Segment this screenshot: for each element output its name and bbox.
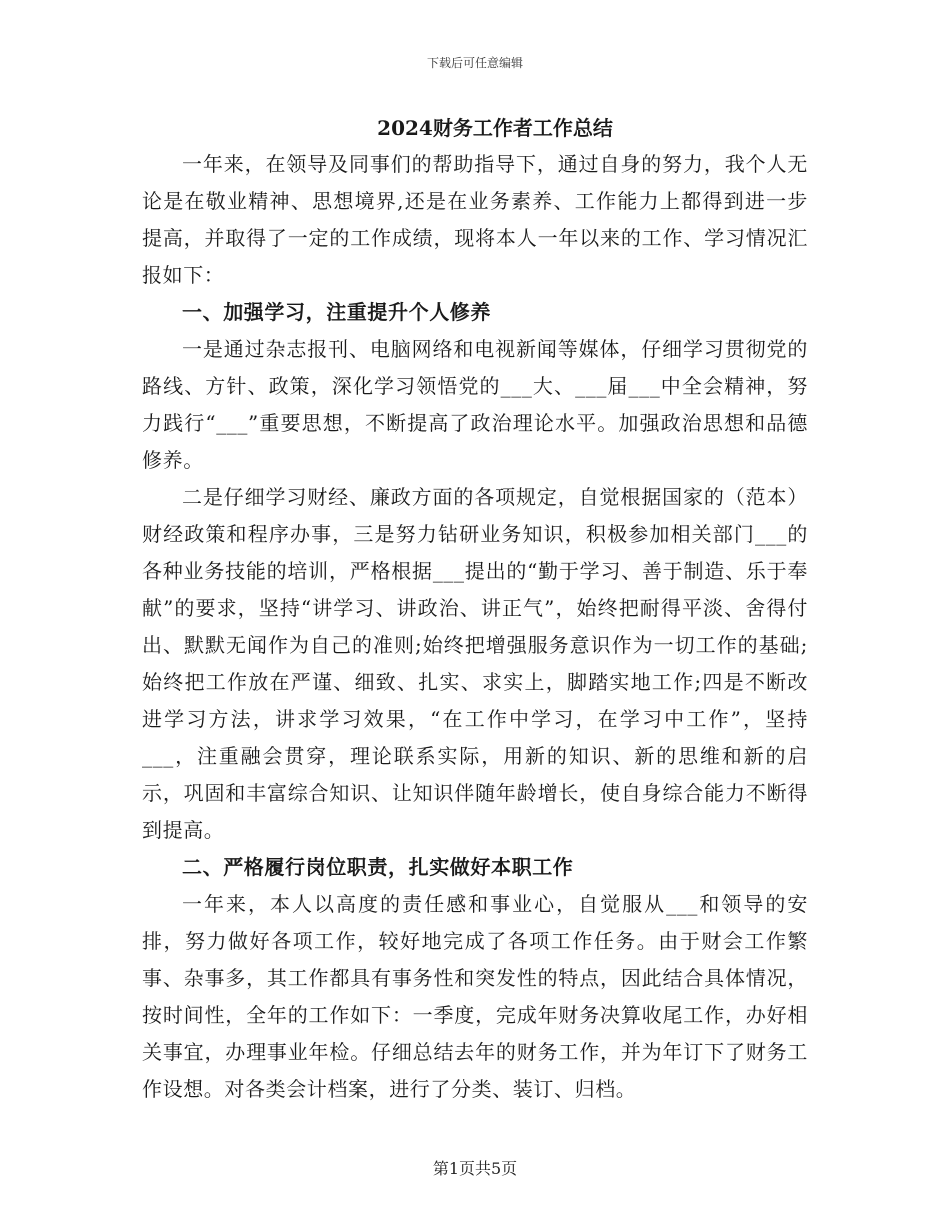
header-note: 下载后可任意编辑 bbox=[426, 56, 523, 70]
section-1-paragraph-2: 二是仔细学习财经、廉政方面的各项规定，自觉根据国家的（范本）财经政策和程序办事，三是努力钻研业务知识，积极参加相关部门___的各种业务技能的培训，严格根据___提出的“勤于学习、善于制造、乐于奉献”的要求，坚持“讲学习、讲政治、讲正气”，始终把耐得平淡、舍得付出、默默无闻作为自己的准则;始终把增强服务意识作为一切工作的基础;始终把工作放在严谨、细致、扎实、求实上，脚踏实地工作;四是不断改进学习方法，讲求学习效果，“在工作中学习，在学习中工作”，坚持___，注重融会贯穿，理论联系实际，用新的知识、新的思维和新的启示，巩固和丰富综合知识、让知识伴随年龄增长，使自身综合能力不断得到提高。 bbox=[142, 485, 808, 842]
section-1-heading: 一、加强学习，注重提升个人修养 bbox=[182, 300, 491, 324]
document-body bbox=[142, 110, 808, 1108]
intro-paragraph: 一年来，在领导及同事们的帮助指导下，通过自身的努力，我个人无论是在敬业精神、思想境界,还是在业务素养、工作能力上都得到进一步提高，并取得了一定的工作成绩，现将本人一年以来的工作、学习情况汇报如下： bbox=[142, 152, 808, 287]
document-title: 2024财务工作者工作总结 bbox=[377, 116, 613, 140]
section-1-paragraph-1: 一是通过杂志报刊、电脑网络和电视新闻等媒体，仔细学习贯彻党的路线、方针、政策，深化学习领悟党的___大、___届___中全会精神，努力践行“___”重要思想，不断提高了政治理论水平。加强政治思想和品德修养。 bbox=[142, 337, 808, 472]
page-indicator: 第1页共5页 bbox=[432, 1159, 518, 1178]
section-2-heading: 二、严格履行岗位职责，扎实做好本职工作 bbox=[182, 855, 574, 879]
section-2-paragraph-1: 一年来，本人以高度的责任感和事业心，自觉服从___和领导的安排，努力做好各项工作，较好地完成了各项工作任务。由于财会工作繁事、杂事多，其工作都具有事务性和突发性的特点，因此结合具体情况，按时间性，全年的工作如下：一季度，完成年财务决算收尾工作，办好相关事宜，办理事业年检。仔细总结去年的财务工作，并为年订下了财务工作设想。对各类会计档案，进行了分类、装订、归档。 bbox=[142, 892, 808, 1101]
